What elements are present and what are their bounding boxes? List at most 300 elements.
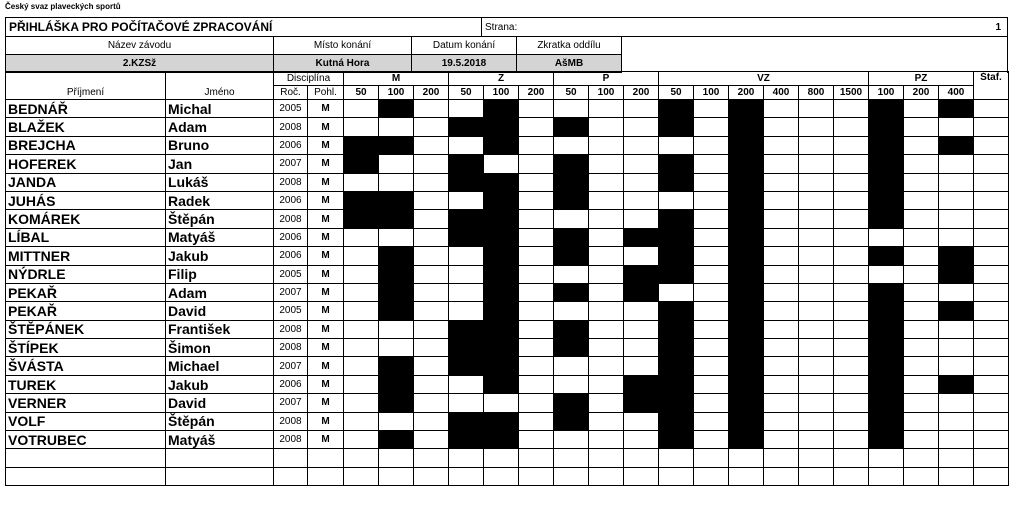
- event-entry[interactable]: [414, 283, 449, 301]
- event-entry-marked[interactable]: [729, 228, 764, 246]
- event-entry[interactable]: [904, 394, 939, 412]
- event-entry-marked[interactable]: [869, 375, 904, 393]
- relay-entry[interactable]: [974, 228, 1009, 246]
- event-entry[interactable]: [834, 247, 869, 265]
- event-entry[interactable]: [449, 247, 484, 265]
- event-entry[interactable]: [624, 247, 659, 265]
- event-entry-marked[interactable]: [939, 100, 974, 118]
- event-entry[interactable]: [484, 155, 519, 173]
- event-entry[interactable]: [554, 375, 589, 393]
- event-entry[interactable]: [694, 100, 729, 118]
- event-entry[interactable]: [799, 247, 834, 265]
- event-entry[interactable]: [414, 339, 449, 357]
- event-entry[interactable]: [694, 375, 729, 393]
- event-entry[interactable]: [799, 302, 834, 320]
- event-entry-marked[interactable]: [484, 265, 519, 283]
- event-entry[interactable]: [904, 100, 939, 118]
- event-entry[interactable]: [904, 339, 939, 357]
- empty-cell[interactable]: [659, 467, 694, 485]
- event-entry[interactable]: [904, 302, 939, 320]
- empty-cell[interactable]: [484, 467, 519, 485]
- event-entry[interactable]: [589, 339, 624, 357]
- event-entry[interactable]: [519, 265, 554, 283]
- event-entry[interactable]: [589, 265, 624, 283]
- event-entry-marked[interactable]: [379, 302, 414, 320]
- empty-cell[interactable]: [274, 467, 308, 485]
- event-entry-marked[interactable]: [939, 247, 974, 265]
- event-entry[interactable]: [834, 431, 869, 449]
- event-entry-marked[interactable]: [484, 247, 519, 265]
- event-entry-marked[interactable]: [939, 265, 974, 283]
- event-entry-marked[interactable]: [484, 210, 519, 228]
- event-entry-marked[interactable]: [729, 412, 764, 430]
- event-entry-marked[interactable]: [624, 228, 659, 246]
- event-entry-marked[interactable]: [379, 247, 414, 265]
- event-entry[interactable]: [869, 265, 904, 283]
- event-entry-marked[interactable]: [484, 357, 519, 375]
- event-entry[interactable]: [519, 412, 554, 430]
- empty-cell[interactable]: [589, 449, 624, 467]
- relay-entry[interactable]: [974, 375, 1009, 393]
- event-entry[interactable]: [344, 228, 379, 246]
- event-entry[interactable]: [799, 357, 834, 375]
- event-entry[interactable]: [904, 283, 939, 301]
- event-entry[interactable]: [344, 394, 379, 412]
- event-entry[interactable]: [484, 394, 519, 412]
- event-entry-marked[interactable]: [449, 339, 484, 357]
- event-entry[interactable]: [589, 283, 624, 301]
- event-entry[interactable]: [554, 136, 589, 154]
- event-entry[interactable]: [799, 228, 834, 246]
- event-entry[interactable]: [589, 228, 624, 246]
- event-entry-marked[interactable]: [484, 100, 519, 118]
- event-entry[interactable]: [624, 431, 659, 449]
- event-entry[interactable]: [939, 320, 974, 338]
- event-entry[interactable]: [904, 265, 939, 283]
- event-entry-marked[interactable]: [484, 173, 519, 191]
- event-entry[interactable]: [624, 100, 659, 118]
- empty-cell[interactable]: [6, 467, 166, 485]
- event-entry[interactable]: [589, 173, 624, 191]
- event-entry[interactable]: [414, 100, 449, 118]
- event-entry[interactable]: [344, 302, 379, 320]
- event-entry-marked[interactable]: [554, 394, 589, 412]
- event-entry[interactable]: [834, 118, 869, 136]
- relay-entry[interactable]: [974, 283, 1009, 301]
- event-entry[interactable]: [834, 339, 869, 357]
- event-entry[interactable]: [834, 320, 869, 338]
- relay-entry[interactable]: [974, 210, 1009, 228]
- event-entry-marked[interactable]: [729, 375, 764, 393]
- event-entry[interactable]: [449, 375, 484, 393]
- event-entry[interactable]: [694, 339, 729, 357]
- event-entry[interactable]: [624, 320, 659, 338]
- event-entry[interactable]: [554, 302, 589, 320]
- event-entry-marked[interactable]: [729, 173, 764, 191]
- empty-cell[interactable]: [939, 449, 974, 467]
- empty-cell[interactable]: [799, 449, 834, 467]
- event-entry[interactable]: [694, 210, 729, 228]
- event-entry[interactable]: [589, 302, 624, 320]
- event-entry[interactable]: [939, 155, 974, 173]
- event-entry-marked[interactable]: [554, 412, 589, 430]
- event-entry-marked[interactable]: [449, 228, 484, 246]
- event-entry-marked[interactable]: [729, 357, 764, 375]
- event-entry[interactable]: [834, 394, 869, 412]
- event-entry[interactable]: [694, 394, 729, 412]
- event-entry[interactable]: [939, 210, 974, 228]
- empty-cell[interactable]: [379, 467, 414, 485]
- event-entry[interactable]: [624, 118, 659, 136]
- event-entry[interactable]: [904, 412, 939, 430]
- event-entry[interactable]: [764, 210, 799, 228]
- event-entry[interactable]: [834, 265, 869, 283]
- event-entry-marked[interactable]: [939, 302, 974, 320]
- event-entry[interactable]: [694, 283, 729, 301]
- event-entry-marked[interactable]: [449, 210, 484, 228]
- empty-cell[interactable]: [344, 467, 379, 485]
- event-entry[interactable]: [764, 155, 799, 173]
- event-entry-marked[interactable]: [344, 191, 379, 209]
- event-entry[interactable]: [449, 302, 484, 320]
- empty-cell[interactable]: [624, 467, 659, 485]
- event-entry[interactable]: [344, 320, 379, 338]
- event-entry[interactable]: [799, 155, 834, 173]
- event-entry-marked[interactable]: [659, 228, 694, 246]
- event-entry-marked[interactable]: [379, 210, 414, 228]
- event-entry-marked[interactable]: [659, 339, 694, 357]
- event-entry[interactable]: [834, 173, 869, 191]
- event-entry-marked[interactable]: [729, 339, 764, 357]
- event-entry-marked[interactable]: [484, 412, 519, 430]
- empty-cell[interactable]: [694, 467, 729, 485]
- empty-cell[interactable]: [519, 449, 554, 467]
- event-entry[interactable]: [799, 431, 834, 449]
- event-entry[interactable]: [939, 394, 974, 412]
- event-entry[interactable]: [624, 357, 659, 375]
- event-entry[interactable]: [414, 118, 449, 136]
- event-entry[interactable]: [449, 283, 484, 301]
- event-entry[interactable]: [414, 412, 449, 430]
- event-entry[interactable]: [379, 320, 414, 338]
- event-entry[interactable]: [554, 431, 589, 449]
- event-entry[interactable]: [834, 228, 869, 246]
- event-entry[interactable]: [764, 173, 799, 191]
- event-entry[interactable]: [379, 118, 414, 136]
- event-entry[interactable]: [834, 210, 869, 228]
- empty-cell[interactable]: [589, 467, 624, 485]
- event-entry-marked[interactable]: [484, 136, 519, 154]
- event-entry[interactable]: [904, 136, 939, 154]
- empty-cell[interactable]: [308, 449, 344, 467]
- event-entry-marked[interactable]: [554, 191, 589, 209]
- event-entry[interactable]: [589, 100, 624, 118]
- event-entry-marked[interactable]: [344, 210, 379, 228]
- event-entry[interactable]: [624, 173, 659, 191]
- event-entry[interactable]: [659, 136, 694, 154]
- event-entry-marked[interactable]: [449, 357, 484, 375]
- event-entry-marked[interactable]: [729, 210, 764, 228]
- event-entry[interactable]: [414, 136, 449, 154]
- event-entry[interactable]: [589, 394, 624, 412]
- event-entry[interactable]: [694, 191, 729, 209]
- event-entry[interactable]: [624, 210, 659, 228]
- event-entry[interactable]: [799, 173, 834, 191]
- event-entry[interactable]: [659, 191, 694, 209]
- event-entry-marked[interactable]: [449, 155, 484, 173]
- event-entry-marked[interactable]: [869, 173, 904, 191]
- event-entry[interactable]: [694, 357, 729, 375]
- event-entry-marked[interactable]: [659, 357, 694, 375]
- event-entry-marked[interactable]: [869, 394, 904, 412]
- event-entry[interactable]: [519, 375, 554, 393]
- event-entry[interactable]: [799, 210, 834, 228]
- empty-cell[interactable]: [166, 467, 274, 485]
- event-entry[interactable]: [939, 118, 974, 136]
- empty-cell[interactable]: [799, 467, 834, 485]
- event-entry[interactable]: [904, 173, 939, 191]
- event-entry[interactable]: [449, 100, 484, 118]
- event-entry[interactable]: [519, 136, 554, 154]
- event-entry-marked[interactable]: [484, 320, 519, 338]
- event-entry[interactable]: [519, 228, 554, 246]
- event-entry[interactable]: [904, 210, 939, 228]
- event-entry[interactable]: [589, 210, 624, 228]
- empty-cell[interactable]: [869, 467, 904, 485]
- empty-cell[interactable]: [344, 449, 379, 467]
- event-entry[interactable]: [414, 191, 449, 209]
- event-entry[interactable]: [694, 431, 729, 449]
- event-entry[interactable]: [519, 155, 554, 173]
- event-entry[interactable]: [694, 136, 729, 154]
- event-entry-marked[interactable]: [624, 265, 659, 283]
- empty-cell[interactable]: [834, 449, 869, 467]
- event-entry-marked[interactable]: [484, 302, 519, 320]
- empty-cell[interactable]: [449, 467, 484, 485]
- empty-cell[interactable]: [974, 449, 1009, 467]
- event-entry[interactable]: [554, 100, 589, 118]
- empty-cell[interactable]: [554, 449, 589, 467]
- event-entry[interactable]: [694, 412, 729, 430]
- event-entry-marked[interactable]: [939, 136, 974, 154]
- event-entry-marked[interactable]: [379, 283, 414, 301]
- event-entry-marked[interactable]: [554, 173, 589, 191]
- event-entry[interactable]: [694, 155, 729, 173]
- event-entry[interactable]: [589, 431, 624, 449]
- event-entry[interactable]: [694, 173, 729, 191]
- event-entry-marked[interactable]: [449, 118, 484, 136]
- event-entry[interactable]: [764, 339, 799, 357]
- event-entry[interactable]: [344, 431, 379, 449]
- event-entry[interactable]: [764, 412, 799, 430]
- event-entry-marked[interactable]: [659, 247, 694, 265]
- event-entry-marked[interactable]: [659, 265, 694, 283]
- event-entry[interactable]: [344, 118, 379, 136]
- event-entry[interactable]: [834, 136, 869, 154]
- event-entry-marked[interactable]: [379, 394, 414, 412]
- event-entry-marked[interactable]: [484, 283, 519, 301]
- event-entry-marked[interactable]: [624, 394, 659, 412]
- event-entry[interactable]: [344, 247, 379, 265]
- event-entry-marked[interactable]: [379, 100, 414, 118]
- empty-cell[interactable]: [308, 467, 344, 485]
- event-entry[interactable]: [519, 210, 554, 228]
- empty-cell[interactable]: [449, 449, 484, 467]
- event-entry[interactable]: [939, 228, 974, 246]
- event-entry[interactable]: [589, 375, 624, 393]
- empty-cell[interactable]: [904, 449, 939, 467]
- event-entry[interactable]: [449, 191, 484, 209]
- event-entry-marked[interactable]: [869, 320, 904, 338]
- event-entry[interactable]: [799, 136, 834, 154]
- relay-entry[interactable]: [974, 247, 1009, 265]
- event-entry[interactable]: [799, 265, 834, 283]
- event-entry-marked[interactable]: [379, 191, 414, 209]
- event-entry[interactable]: [519, 247, 554, 265]
- empty-cell[interactable]: [869, 449, 904, 467]
- relay-entry[interactable]: [974, 412, 1009, 430]
- event-entry[interactable]: [764, 247, 799, 265]
- event-entry[interactable]: [904, 320, 939, 338]
- event-entry[interactable]: [449, 394, 484, 412]
- event-entry-marked[interactable]: [869, 100, 904, 118]
- event-entry-marked[interactable]: [729, 265, 764, 283]
- event-entry-marked[interactable]: [379, 136, 414, 154]
- event-entry-marked[interactable]: [449, 412, 484, 430]
- event-entry[interactable]: [869, 228, 904, 246]
- event-entry[interactable]: [519, 283, 554, 301]
- event-entry[interactable]: [519, 339, 554, 357]
- event-entry[interactable]: [344, 265, 379, 283]
- event-entry[interactable]: [624, 412, 659, 430]
- relay-entry[interactable]: [974, 100, 1009, 118]
- event-entry[interactable]: [414, 173, 449, 191]
- event-entry-marked[interactable]: [484, 118, 519, 136]
- event-entry-marked[interactable]: [554, 155, 589, 173]
- event-entry[interactable]: [519, 394, 554, 412]
- event-entry[interactable]: [904, 191, 939, 209]
- event-entry-marked[interactable]: [659, 431, 694, 449]
- event-entry[interactable]: [694, 265, 729, 283]
- event-entry[interactable]: [694, 320, 729, 338]
- event-entry[interactable]: [939, 283, 974, 301]
- event-entry[interactable]: [904, 375, 939, 393]
- event-entry[interactable]: [379, 412, 414, 430]
- empty-cell[interactable]: [729, 467, 764, 485]
- event-entry[interactable]: [834, 302, 869, 320]
- event-entry[interactable]: [589, 191, 624, 209]
- relay-entry[interactable]: [974, 136, 1009, 154]
- event-entry[interactable]: [834, 375, 869, 393]
- event-entry-marked[interactable]: [379, 265, 414, 283]
- event-entry-marked[interactable]: [729, 320, 764, 338]
- event-entry[interactable]: [554, 210, 589, 228]
- event-entry-marked[interactable]: [484, 339, 519, 357]
- event-entry-marked[interactable]: [869, 412, 904, 430]
- event-entry-marked[interactable]: [869, 155, 904, 173]
- event-entry-marked[interactable]: [869, 357, 904, 375]
- event-entry[interactable]: [799, 191, 834, 209]
- event-entry[interactable]: [519, 100, 554, 118]
- event-entry[interactable]: [904, 247, 939, 265]
- event-entry-marked[interactable]: [484, 228, 519, 246]
- event-entry[interactable]: [764, 302, 799, 320]
- event-entry[interactable]: [624, 339, 659, 357]
- event-entry[interactable]: [589, 118, 624, 136]
- event-entry-marked[interactable]: [379, 357, 414, 375]
- event-entry[interactable]: [589, 357, 624, 375]
- event-entry[interactable]: [379, 173, 414, 191]
- event-entry-marked[interactable]: [659, 412, 694, 430]
- event-entry[interactable]: [624, 191, 659, 209]
- empty-cell[interactable]: [554, 467, 589, 485]
- event-entry-marked[interactable]: [869, 136, 904, 154]
- event-entry[interactable]: [519, 357, 554, 375]
- event-entry-marked[interactable]: [449, 320, 484, 338]
- relay-entry[interactable]: [974, 191, 1009, 209]
- event-entry[interactable]: [344, 357, 379, 375]
- event-entry[interactable]: [799, 394, 834, 412]
- event-entry[interactable]: [904, 118, 939, 136]
- event-entry[interactable]: [834, 155, 869, 173]
- event-entry[interactable]: [799, 375, 834, 393]
- relay-entry[interactable]: [974, 302, 1009, 320]
- event-entry-marked[interactable]: [729, 302, 764, 320]
- event-entry[interactable]: [694, 228, 729, 246]
- event-entry-marked[interactable]: [729, 283, 764, 301]
- event-entry[interactable]: [939, 339, 974, 357]
- empty-cell[interactable]: [274, 449, 308, 467]
- event-entry[interactable]: [414, 155, 449, 173]
- event-entry[interactable]: [589, 155, 624, 173]
- event-entry[interactable]: [904, 155, 939, 173]
- event-entry-marked[interactable]: [869, 118, 904, 136]
- relay-entry[interactable]: [974, 394, 1009, 412]
- event-entry-marked[interactable]: [624, 375, 659, 393]
- event-entry-marked[interactable]: [659, 100, 694, 118]
- relay-entry[interactable]: [974, 320, 1009, 338]
- event-entry[interactable]: [939, 412, 974, 430]
- relay-entry[interactable]: [974, 357, 1009, 375]
- event-entry-marked[interactable]: [659, 155, 694, 173]
- event-entry-marked[interactable]: [554, 339, 589, 357]
- event-entry[interactable]: [939, 357, 974, 375]
- event-entry[interactable]: [344, 412, 379, 430]
- event-entry-marked[interactable]: [939, 375, 974, 393]
- event-entry[interactable]: [379, 155, 414, 173]
- event-entry-marked[interactable]: [379, 431, 414, 449]
- empty-cell[interactable]: [834, 467, 869, 485]
- event-entry[interactable]: [624, 302, 659, 320]
- event-entry-marked[interactable]: [659, 320, 694, 338]
- empty-cell[interactable]: [764, 467, 799, 485]
- event-entry[interactable]: [519, 320, 554, 338]
- empty-cell[interactable]: [904, 467, 939, 485]
- event-entry[interactable]: [939, 191, 974, 209]
- event-entry[interactable]: [379, 339, 414, 357]
- event-entry[interactable]: [939, 173, 974, 191]
- event-entry[interactable]: [449, 265, 484, 283]
- event-entry[interactable]: [414, 210, 449, 228]
- event-entry[interactable]: [764, 191, 799, 209]
- event-entry[interactable]: [764, 357, 799, 375]
- event-entry-marked[interactable]: [554, 283, 589, 301]
- event-entry[interactable]: [764, 375, 799, 393]
- event-entry[interactable]: [589, 320, 624, 338]
- event-entry[interactable]: [799, 339, 834, 357]
- event-entry-marked[interactable]: [659, 118, 694, 136]
- event-entry-marked[interactable]: [869, 302, 904, 320]
